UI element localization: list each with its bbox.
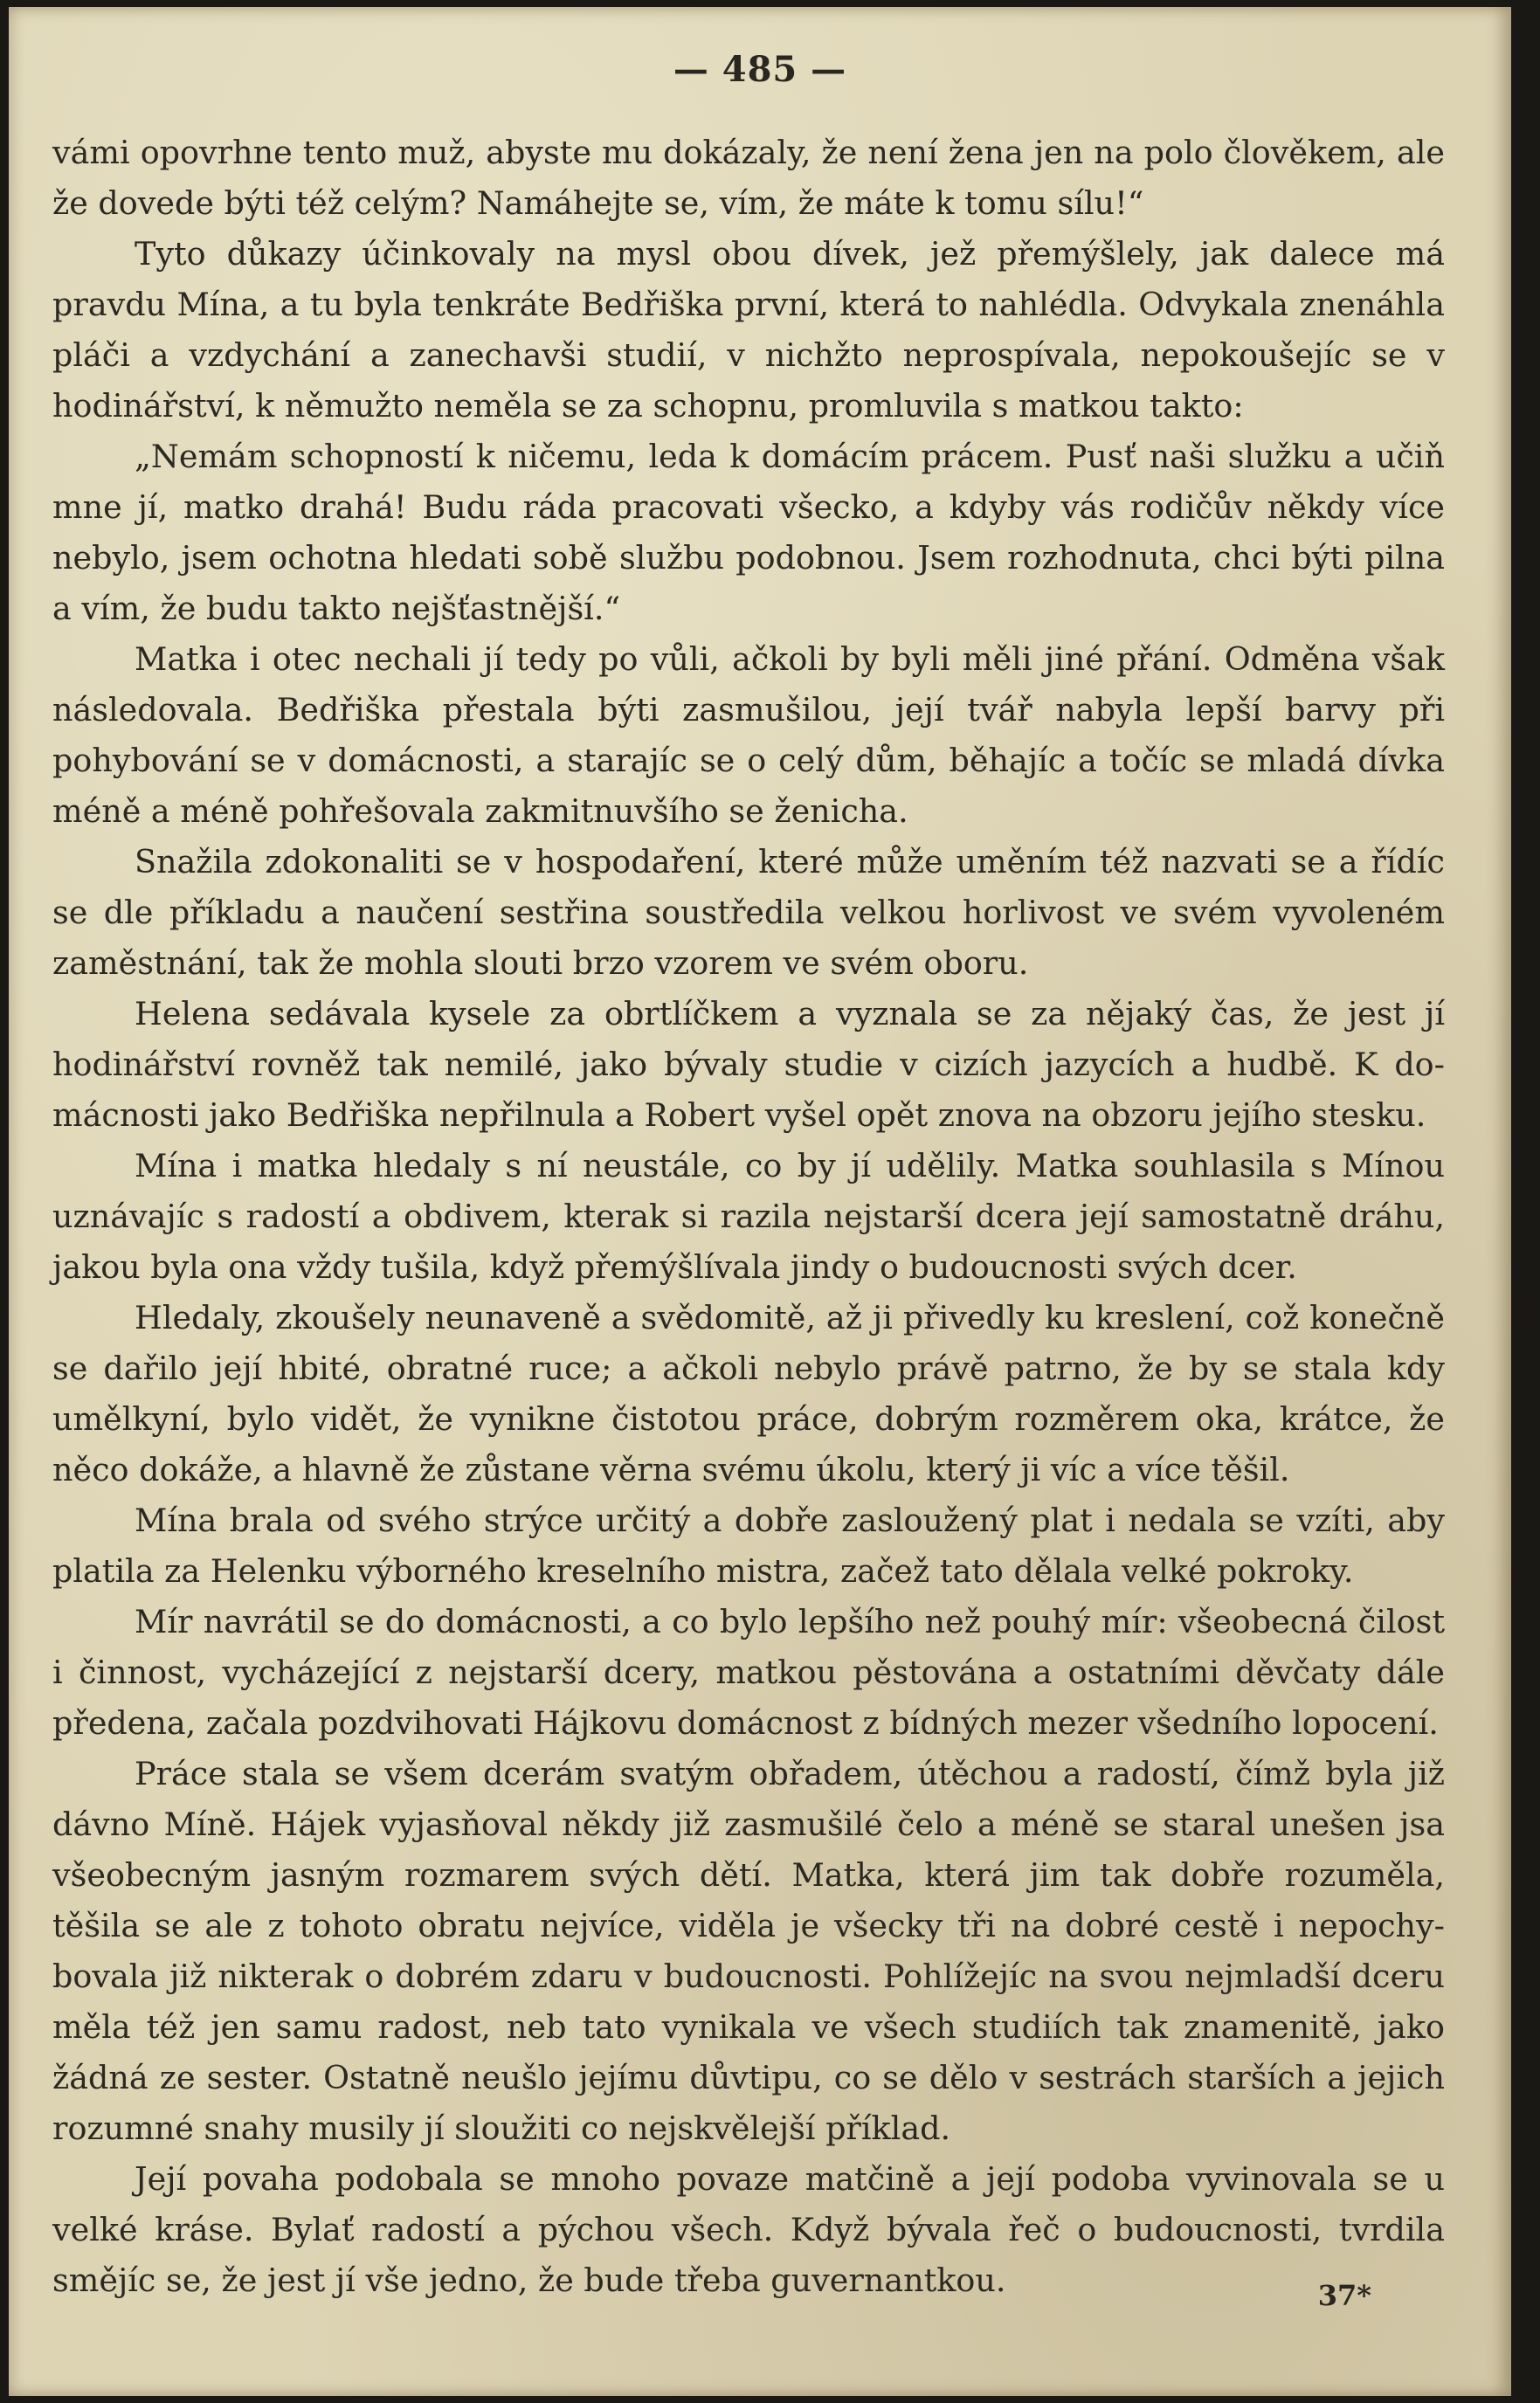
paragraph: Mína brala od svého strýce určitý a dobře zasloužený plat i nedala se vzíti, aby platila za Helenku výborného kreselního mistra, začež tato dělala velké pokroky. xyxy=(52,1502,1445,1590)
paragraph: Mína i matka hledaly s ní neustále, co by jí udělily. Matka souhlasila s Mínou uznávajíc s radostí a obdivem, kterak si razila nejstarší dcera její samostatně dráhu, jakou byla ona vždy tušila, když přemýšlívala jindy o budoucnosti svých dcer. xyxy=(52,1147,1445,1286)
paragraph: Tyto důkazy účinkovaly na mysl obou dívek, jež přemýšlely, jak dalece má pravdu Mína, a tu byla tenkráte Bedřiška první, která to nahlédla. Odvykala znenáhla pláči a vzdychání a zanechavši studií, v nichžto neprospívala, nepokoušejíc se v hodinářství, k němužto neměla se za schopnu, promluvila s matkou takto: xyxy=(52,235,1445,425)
paragraph: „Nemám schopností k ničemu, leda k domácím prácem. Pusť naši služku a učiň mne jí, matko drahá! Budu ráda pracovati všecko, a kdyby vás rodičův někdy více nebylo, jsem ochotna hledati sobě službu podobnou. Jsem rozhodnuta, chci býti pilna a vím, že budu takto nejšťastnější.“ xyxy=(52,438,1445,627)
paragraph: Mír navrátil se do domácnosti, a co bylo lepšího než pouhý mír: všeobecná čilost i činnost, vycházející z nejstarší dcery, matkou pěstována a ostatními děvčaty dále předena, začala pozdvihovati Hájkovu domácnost z bídných mezer všedního lopocení. xyxy=(52,1603,1445,1742)
paragraph: vámi opovrhne tento muž, abyste mu dokázaly, že není žena jen na polo člověkem, ale že dovede býti též celým? Namáhejte se, vím, že máte k tomu sílu!“ xyxy=(52,134,1445,222)
book-page xyxy=(9,7,1511,2396)
paragraph: Její povaha podobala se mnoho povaze matčině a její podoba vyvinovala se u velké krásе. Bylať radostí a pýchou všech. Když bývala řeč o budoucnosti, tvrdila smějíc se, že jest jí vše jedno, že bude třeba guvernantkou. xyxy=(52,2160,1445,2299)
body-text xyxy=(52,128,1445,2306)
paragraph: Matka i otec nechali jí tedy po vůli, ačkoli by byli měli jiné přání. Odměna však následovala. Bedřiška přestala býti zasmušilou, její tvář nabyla lepší barvy při pohybování se v domácnosti, a starajíc se o celý dům, běhajíc a točíc se mladá dívka méně a méně pohřešovala zakmitnuvšího se ženicha. xyxy=(52,640,1445,830)
printer-signature-mark: 37* xyxy=(1317,2279,1371,2312)
paragraph: Snažila zdokonaliti se v hospodaření, které může uměním též nazvati se a řídíc se dle příkladu a naučení sestřina soustředila velkou horlivost ve svém vyvoleném zaměstnání, tak že mohla slouti brzo vzorem ve svém oboru. xyxy=(52,843,1445,982)
paragraph: Helena sedávala kysele za obrtlíčkem a vyznala se za nějaký čas, že jest jí hodinářství rovněž tak nemilé, jako bývaly studie v cizích jazycích a hudbě. K domácnosti jako Bedřiška nepřilnula a Robert vyšel opět znova na obzoru jejího stesku. xyxy=(52,995,1445,1134)
paragraph: Hledaly, zkoušely neunaveně a svědomitě, až ji přivedly ku kreslení, což konečně se dařilo její hbité, obratné ruce; a ačkoli nebylo právě patrno, že by se stala kdy umělkyní, bylo vidět, že vynikne čistotou práce, dobrým rozměrem oka, krátce, že něco dokáže, a hlavně že zůstane věrna svému úkolu, který ji víc a více těšil. xyxy=(52,1299,1445,1488)
page-number: — 485 — xyxy=(673,49,847,90)
paragraph: Práce stala se všem dcerám svatým obřadem, útěchou a radostí, čímž byla již dávno Míně. Hájek vyjasňoval někdy již zasmušilé čelo a méně se staral unešen jsa všeobecným jasným rozmarem svých dětí. Matka, která jim tak dobře rozuměla, těšila se ale z tohoto obratu nejvíce, viděla je všecky tři na dobré cestě i nepochybovala již nikterak o dobrém zdaru v budoucnosti. Pohlížejíc na svou nejmladší dceru měla též jen samu radost, neb tato vynikala ve všech studiích tak znamenitě, jako žádná ze sester. Ostatně neušlo jejímu důvtipu, co se dělo v sestrách starších a jejich rozumné snahy musily jí sloužiti co nejskvělejší příklad. xyxy=(52,1755,1445,2147)
